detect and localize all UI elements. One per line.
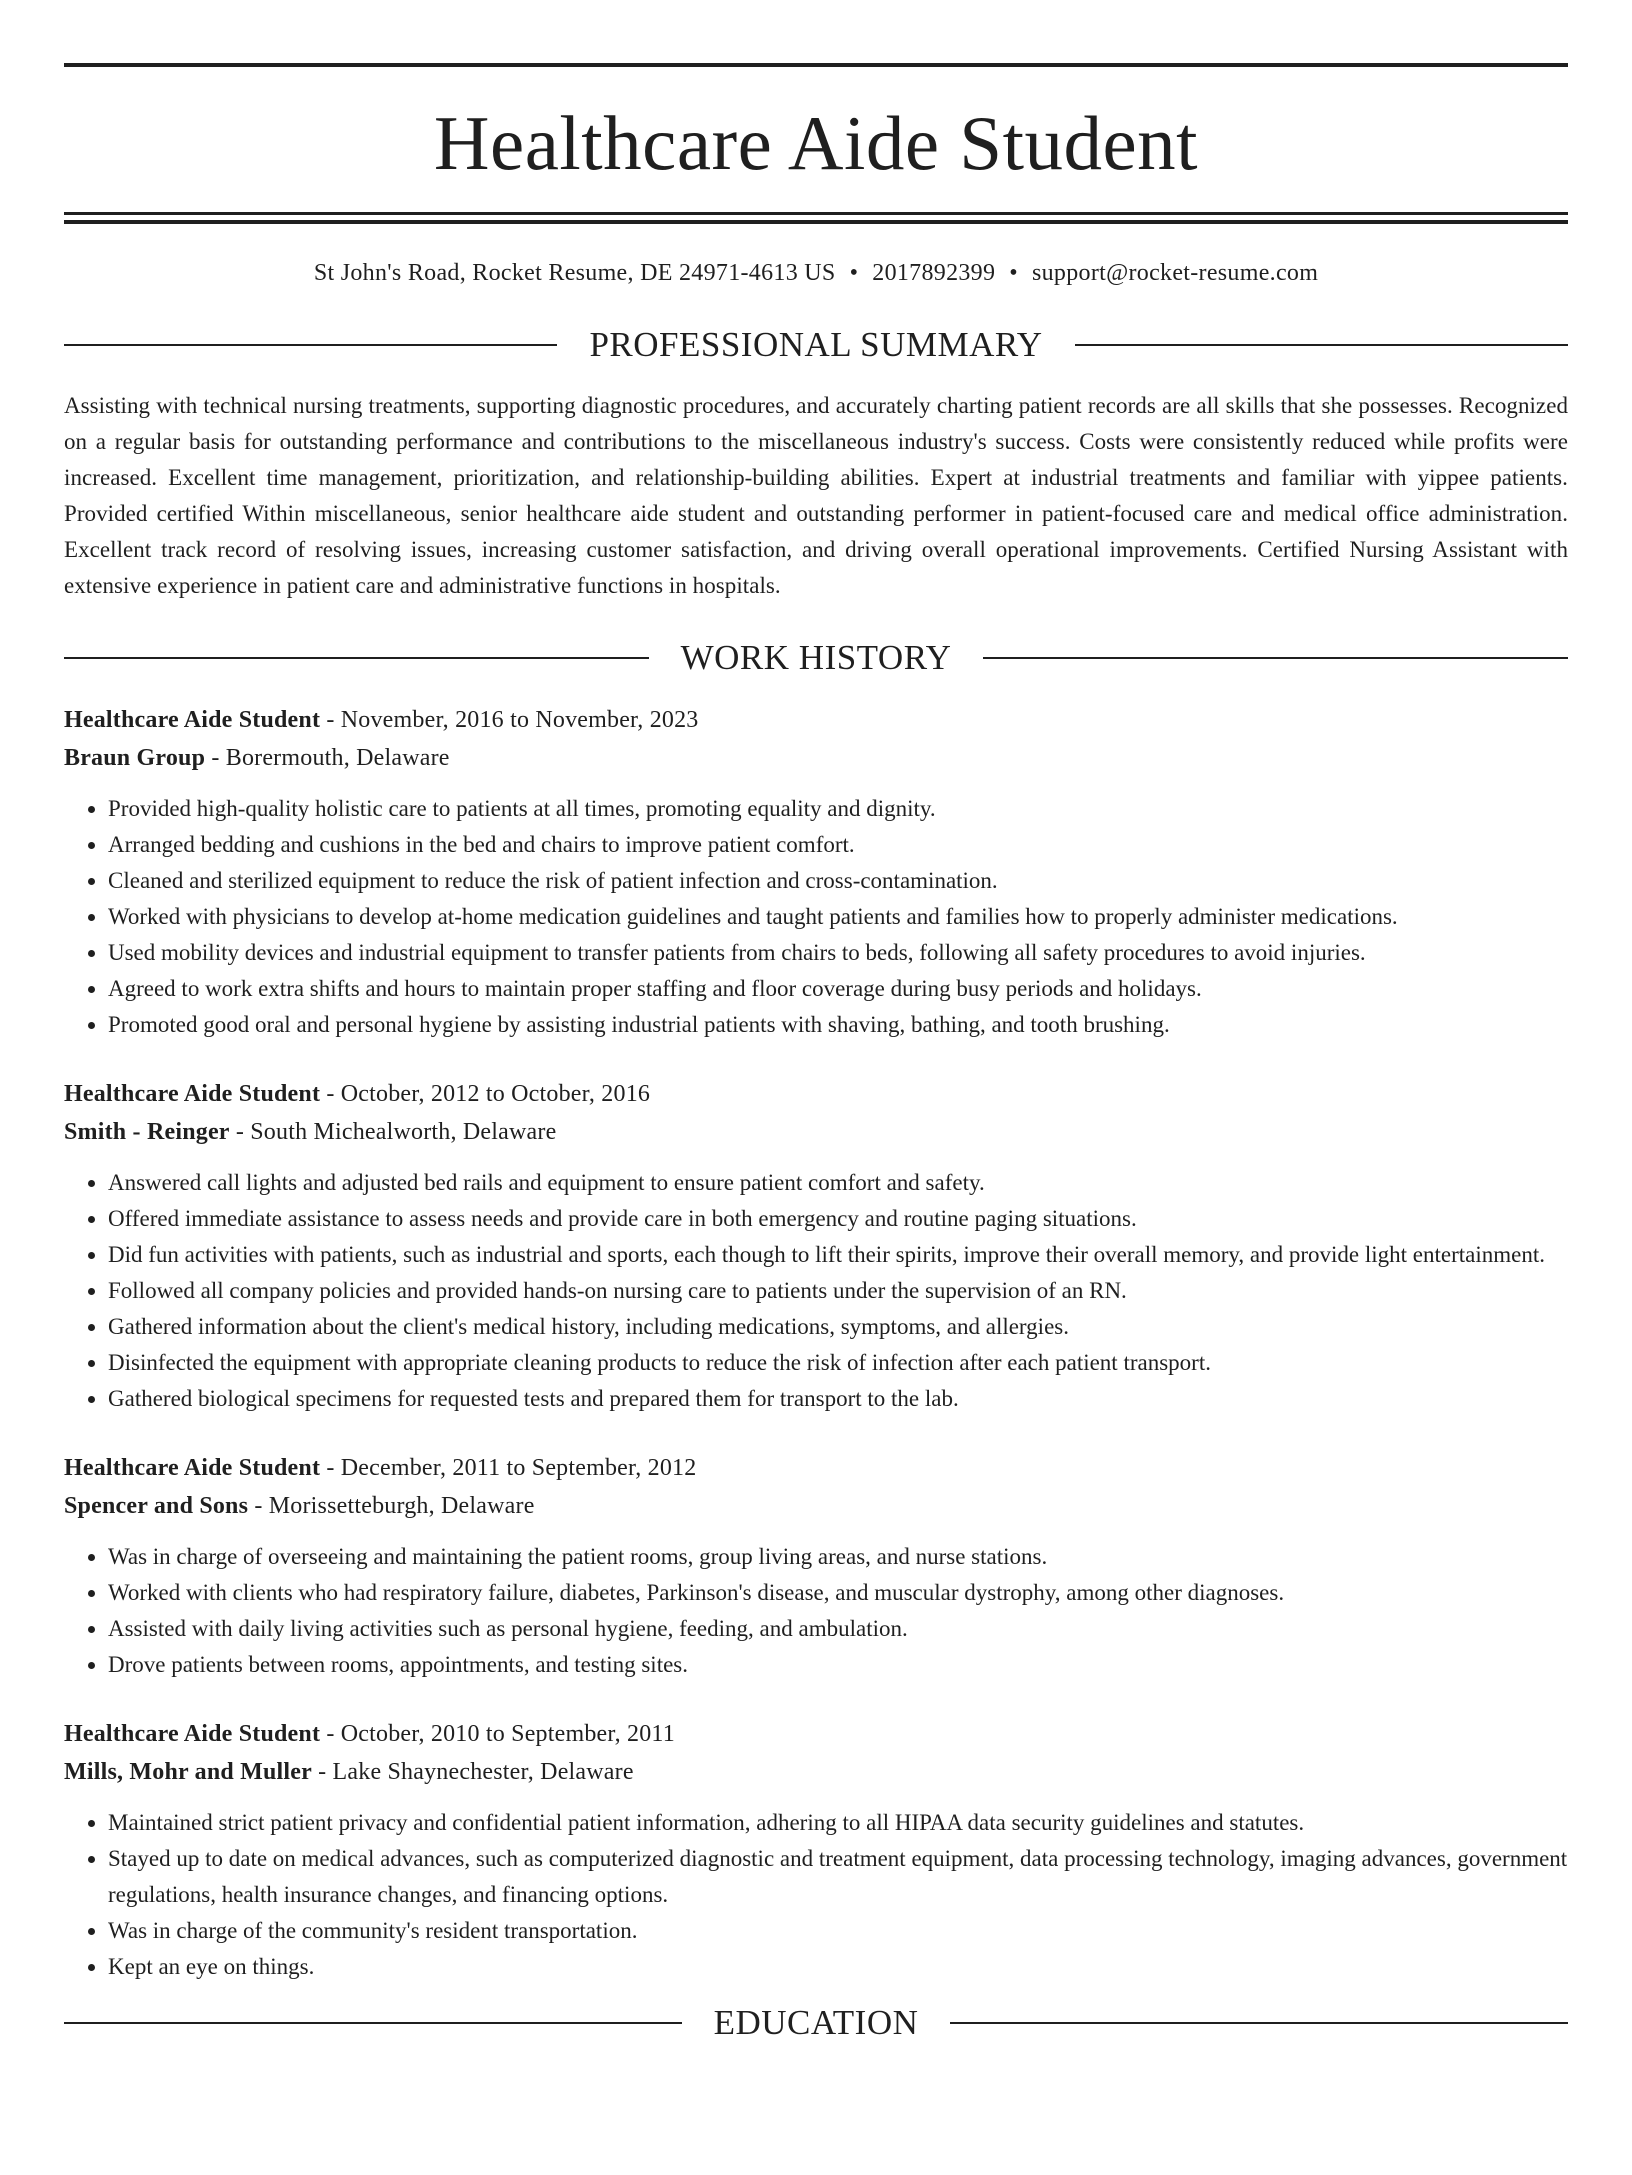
job-bullet: • Assisted with daily living activities such as personal hygiene, feeding, and ambulation. (108, 1611, 1568, 1647)
contact-phone: 2017892399 (872, 260, 996, 286)
job-title-line (64, 1715, 1568, 1753)
job-bullets (64, 791, 1568, 1043)
job-dates: - December, 2011 to September, 2012 (320, 1455, 697, 1481)
job-title-line (64, 701, 1568, 739)
job-bullet: • Used mobility devices and industrial equipment to transfer patients from chairs to beds, following all safety procedures to avoid injuries. (108, 935, 1568, 971)
summary-heading-label: PROFESSIONAL SUMMARY (589, 325, 1043, 364)
job-bullet: • Offered immediate assistance to assess needs and provide care in both emergency and routine paging situations. (108, 1201, 1568, 1237)
job-title: Healthcare Aide Student (64, 1721, 321, 1747)
job-dates: - October, 2010 to September, 2011 (320, 1721, 675, 1747)
job-entry (64, 1715, 1568, 1985)
job-company: Smith - Reinger (64, 1119, 230, 1145)
work-history-heading-label: WORK HISTORY (680, 638, 952, 677)
job-bullet: • Maintained strict patient privacy and confidential patient information, adhering to all HIPAA data security guidelines and statutes. (108, 1805, 1568, 1841)
job-company: Spencer and Sons (64, 1493, 249, 1519)
job-bullets (64, 1539, 1568, 1683)
job-dates: - November, 2016 to November, 2023 (320, 707, 699, 733)
job-bullet: • Arranged bedding and cushions in the bed and chairs to improve patient comfort. (108, 827, 1568, 863)
job-bullets (64, 1805, 1568, 1985)
job-bullet: • Gathered information about the client's medical history, including medications, symptoms, and allergies. (108, 1309, 1568, 1345)
job-location: - South Michealworth, Delaware (229, 1119, 557, 1145)
heading-rule-right (950, 2022, 1568, 2024)
work-history-heading (64, 640, 1568, 675)
contact-line (64, 260, 1568, 287)
job-company: Braun Group (64, 745, 206, 771)
contact-separator: • (849, 260, 859, 286)
job-title-line (64, 1075, 1568, 1113)
job-dates: - October, 2012 to October, 2016 (320, 1081, 651, 1107)
education-heading-label: EDUCATION (713, 2003, 919, 2042)
header-top-rule (64, 63, 1568, 67)
job-bullet: • Answered call lights and adjusted bed rails and equipment to ensure patient comfort and safety. (108, 1165, 1568, 1201)
job-bullet: • Stayed up to date on medical advances, such as computerized diagnostic and treatment equipment, data processing technology, imaging advances, government regulations, health insurance changes, and financing options. (108, 1841, 1568, 1913)
job-bullet: • Did fun activities with patients, such as industrial and sports, each though to lift their spirits, improve their overall memory, and provide light entertainment. (108, 1237, 1568, 1273)
heading-rule-left (64, 344, 557, 346)
job-bullet: • Followed all company policies and provided hands-on nursing care to patients under the supervision of an RN. (108, 1273, 1568, 1309)
candidate-name: Healthcare Aide Student (433, 100, 1199, 186)
job-entry (64, 1075, 1568, 1417)
education-heading (64, 2005, 1568, 2040)
job-title-line (64, 1449, 1568, 1487)
job-location: - Borermouth, Delaware (205, 745, 450, 771)
job-bullet: • Worked with clients who had respiratory failure, diabetes, Parkinson's disease, and muscular dystrophy, among other diagnoses. (108, 1575, 1568, 1611)
heading-rule-right (983, 657, 1568, 659)
contact-separator: • (1009, 260, 1018, 286)
job-title: Healthcare Aide Student (64, 1455, 321, 1481)
heading-rule-left (64, 657, 649, 659)
summary-text: Assisting with technical nursing treatments, supporting diagnostic procedures, and accurately charting patient records are all skills that she possesses. Recognized on a regular basis for outstanding performance and contributions to the miscellaneous industry's success. Costs were consistently reduced while profits were increased. Excellent time management, prioritization, and relationship-building abilities. Expert at industrial treatments and familiar with yippee patients. Provided certified Within miscellaneous, senior healthcare aide student and outstanding performer in patient-focused care and medical office administration. Excellent track record of resolving issues, increasing customer satisfaction, and driving overall operational improvements. Certified Nursing Assistant with extensive experience in patient care and administrative functions in hospitals. (64, 393, 1568, 598)
job-company-line (64, 739, 1568, 777)
job-entry (64, 701, 1568, 1043)
job-title: Healthcare Aide Student (64, 1081, 321, 1107)
resume-page (0, 63, 1632, 2175)
job-company-line (64, 1753, 1568, 1791)
job-bullet: • Provided high-quality holistic care to patients at all times, promoting equality and dignity. (108, 791, 1568, 827)
heading-rule-left (64, 2022, 682, 2024)
job-bullet: • Gathered biological specimens for requested tests and prepared them for transport to the lab. (108, 1381, 1568, 1417)
job-bullet: • Cleaned and sterilized equipment to reduce the risk of patient infection and cross-contamination. (108, 863, 1568, 899)
job-bullet: • Was in charge of the community's resident transportation. (108, 1913, 1568, 1949)
job-company-line (64, 1487, 1568, 1525)
job-company-line (64, 1113, 1568, 1151)
job-bullet: • Promoted good oral and personal hygiene by assisting industrial patients with shaving, bathing, and tooth brushing. (108, 1007, 1568, 1043)
job-bullet: • Worked with physicians to develop at-home medication guidelines and taught patients and families how to properly administer medications. (108, 899, 1568, 935)
job-entry (64, 1449, 1568, 1683)
contact-address: St John's Road, Rocket Resume, DE 24971-4613 US (313, 260, 836, 286)
contact-email: support@rocket-resume.com (1031, 260, 1319, 286)
header-double-rule (64, 212, 1568, 224)
job-bullet: • Was in charge of overseeing and maintaining the patient rooms, group living areas, and nurse stations. (108, 1539, 1568, 1575)
summary-heading (64, 327, 1568, 362)
job-bullet: • Drove patients between rooms, appointments, and testing sites. (108, 1647, 1568, 1683)
job-location: - Morissetteburgh, Delaware (248, 1493, 535, 1519)
job-title: Healthcare Aide Student (64, 707, 321, 733)
job-company: Mills, Mohr and Muller (64, 1759, 312, 1785)
job-bullet: • Kept an eye on things. (108, 1949, 1568, 1985)
job-bullets (64, 1165, 1568, 1417)
job-bullet: • Disinfected the equipment with appropriate cleaning products to reduce the risk of infection after each patient transport. (108, 1345, 1568, 1381)
job-bullet: • Agreed to work extra shifts and hours to maintain proper staffing and floor coverage during busy periods and holidays. (108, 971, 1568, 1007)
job-location: - Lake Shaynechester, Delaware (311, 1759, 634, 1785)
heading-rule-right (1075, 344, 1568, 346)
